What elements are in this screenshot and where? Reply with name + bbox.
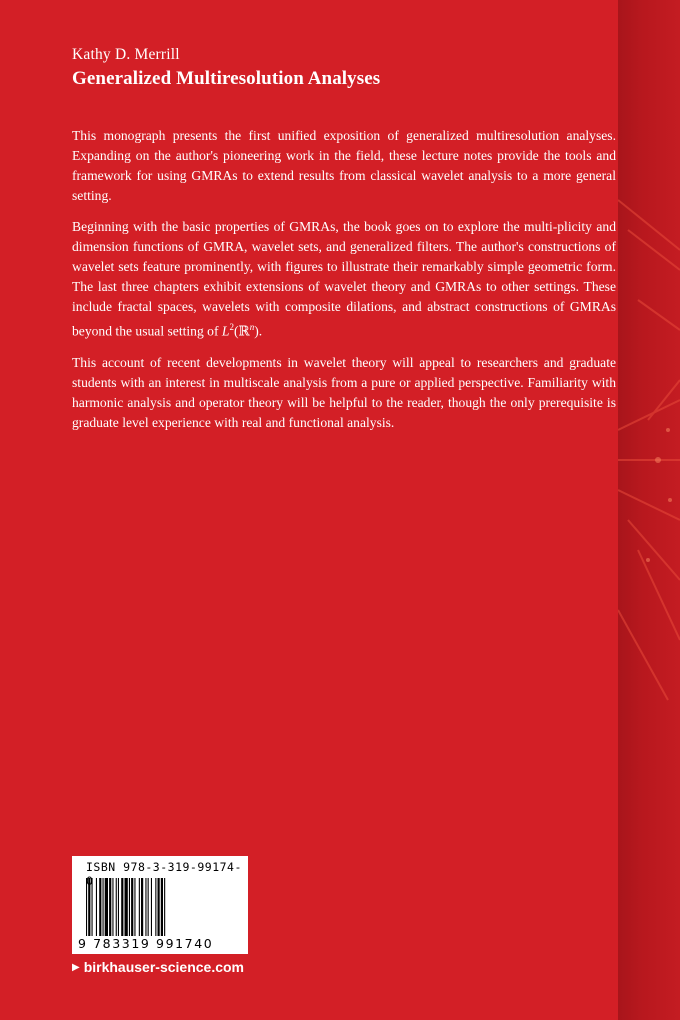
barcode-bar (151, 878, 152, 936)
barcode-bar (139, 878, 140, 936)
barcode-bar (134, 878, 135, 936)
math-sup-2: 2 (229, 322, 234, 332)
website-text: birkhauser-science.com (83, 959, 244, 975)
math-sup-n: n (249, 322, 255, 332)
barcode-bar (92, 878, 93, 936)
barcode-bar (145, 878, 146, 936)
barcode-bar (161, 878, 163, 936)
barcode-bar (116, 878, 117, 936)
blurb-paragraph-3: This account of recent developments in wavelet theory will appeal to researchers and graduate students with an interest in multiscale analysis from a pure or applied perspective. Familiarity with harmonic analysis and operator theory will be helpful to the reader, though the only prerequisite is graduate level experience with real and functional analysis. (72, 354, 616, 430)
barcode-bar (118, 878, 119, 936)
barcode-bar (103, 878, 104, 936)
barcode-bar (112, 878, 113, 936)
barcode-bar (96, 878, 97, 936)
math-L: L (221, 323, 230, 339)
back-cover-blurb (72, 126, 616, 444)
barcode-bar (125, 878, 128, 936)
barcode-bar (158, 878, 160, 936)
barcode-bar (121, 878, 123, 936)
barcode-digits: 9 783319 991740 (78, 936, 214, 951)
barcode-bar (129, 878, 130, 936)
math-end: ). (254, 323, 263, 339)
barcode-bars (86, 878, 236, 936)
barcode-bar (109, 878, 111, 936)
isbn-barcode (72, 856, 248, 954)
barcode-bar (99, 878, 101, 936)
arrow-icon: ▶ (72, 961, 80, 973)
isbn-label: ISBN 978-3-319-99174- (86, 860, 242, 874)
barcode-bar (148, 878, 149, 936)
barcode-bar (86, 878, 87, 936)
blurb-paragraph-2-text: Beginning with the basic properties of GMRAs, the book goes on to explore the multi-plicity and dimension functions of GMRA, wavelet sets, and generalized filters. The author's constructions of wavelet sets feature prominently, with figures to illustrate their remarkably simple geometric form. The last three chapters exhibit extensions of wavelet theory and GMRAs to other settings. These include fractal spaces, wavelets with composite dilations, and abstract constructions of GMRAs beyond the usual setting of (72, 219, 616, 339)
book-title: Generalized Multiresolution Analyses (72, 68, 381, 89)
publisher-website[interactable] (72, 959, 244, 975)
barcode-bar (131, 878, 133, 936)
barcode-bar (155, 878, 156, 936)
barcode-bar (164, 878, 165, 936)
barcode-bar (105, 878, 108, 936)
barcode-bar (141, 878, 143, 936)
author-name: Kathy D. Merrill (72, 46, 180, 63)
fractal-pattern-graphic (618, 0, 680, 1020)
math-R: (ℝ (233, 323, 250, 339)
blurb-paragraph-2 (72, 217, 616, 342)
barcode-bar (88, 878, 90, 936)
blurb-paragraph-1: This monograph presents the first unified exposition of generalized multiresolution analyses. Expanding on the author's pioneering work in the field, these lecture notes provide the tools and framework for using GMRAs to extend results from classical wavelet analysis to a more general setting. (72, 128, 616, 203)
decorative-side-band (618, 0, 680, 1020)
